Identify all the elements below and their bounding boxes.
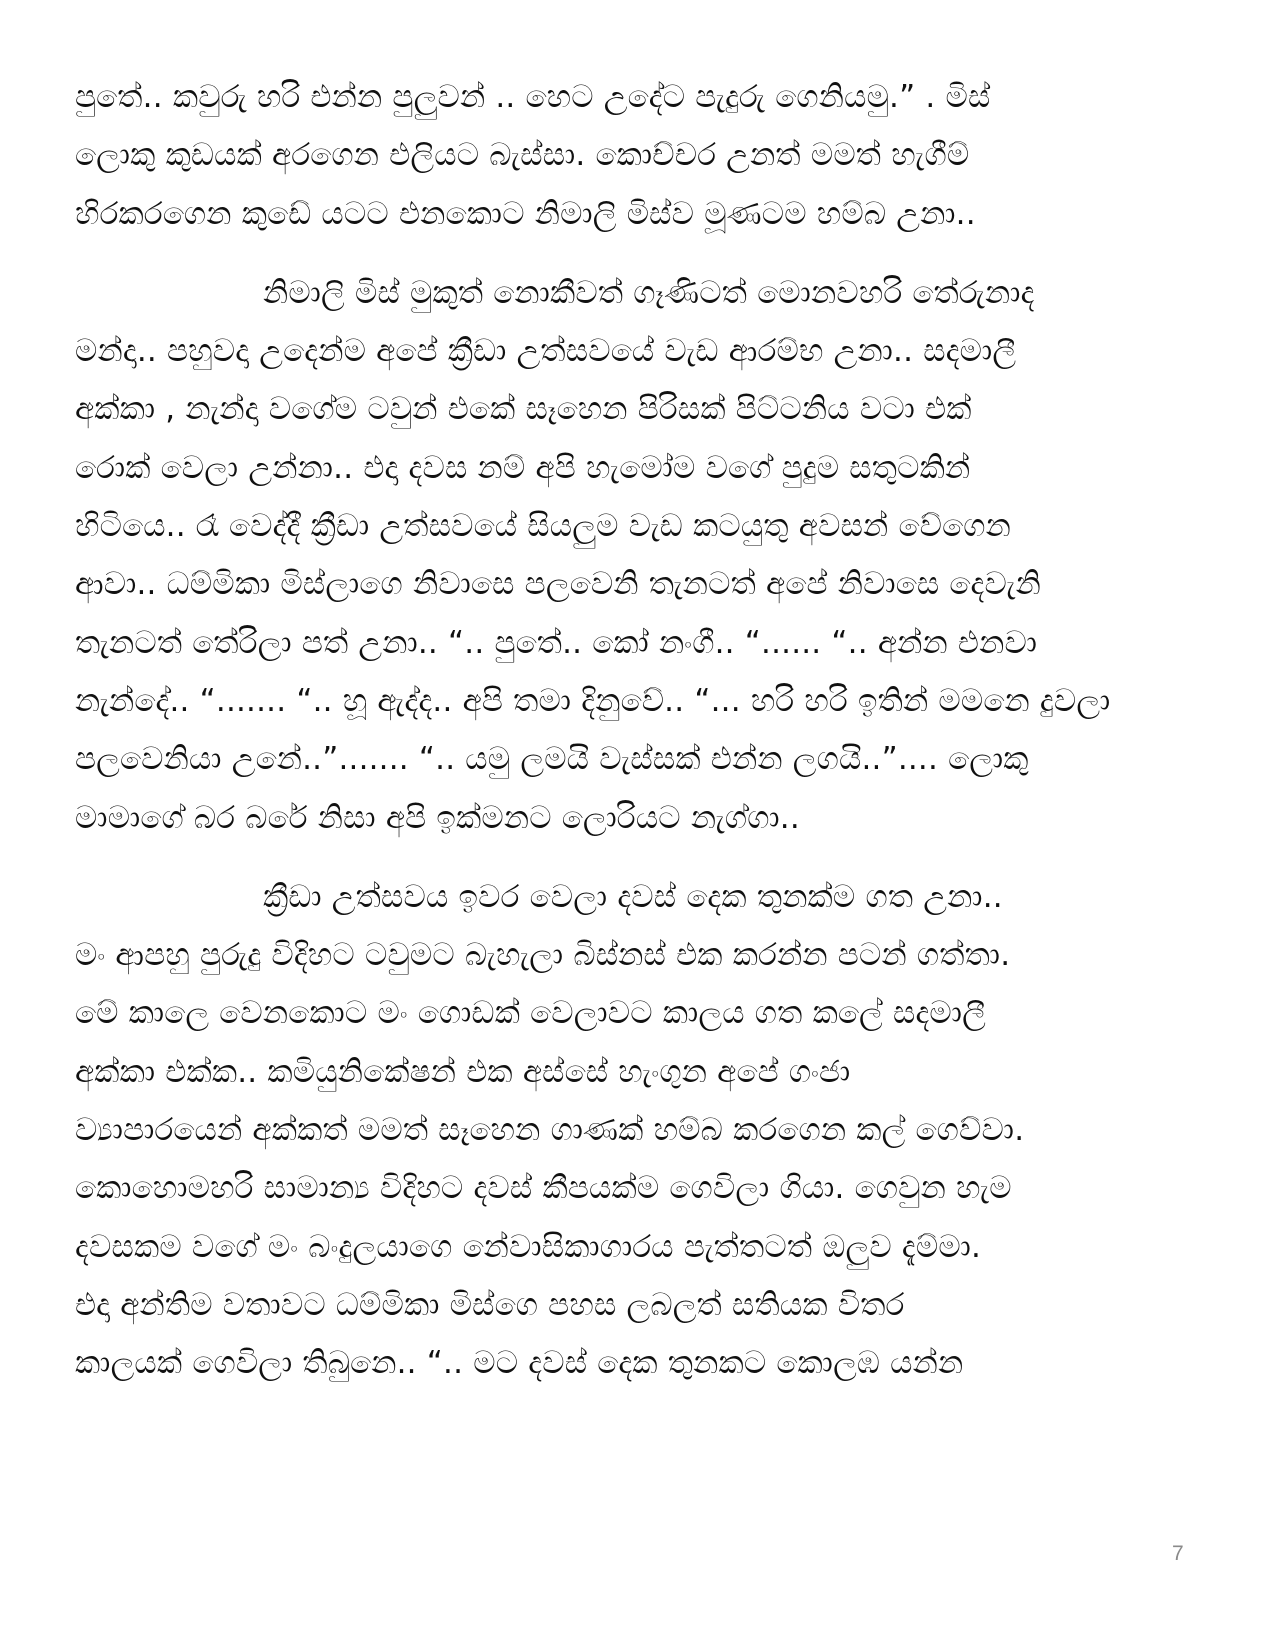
text-line: අක්කා , නැන්දා වගේම ටවුන් එකේ සෑහෙන පිරිසක් පිට්ටනිය වටා එක් xyxy=(75,391,972,428)
text-line: ක්‍රීඩා උත්සවය ඉවර වෙලා දවස් දෙක තුනක්ම ගත උනා.. xyxy=(263,878,1003,915)
page-number: 7 xyxy=(1172,1542,1184,1565)
text-line: තැනටත් තේරිලා පත් උනා.. “.. පුතේ.. කෝ නංගී.. “...... “.. අන්න එනවා xyxy=(75,624,1038,661)
text-line: මේ කාලෙ වෙනකොට මං ගොඩක් වෙලාවට කාලය ගත කලේ සදමාලී xyxy=(75,995,986,1032)
paragraph-spacer xyxy=(75,847,1195,868)
paragraph-3 xyxy=(75,868,1195,1393)
text-line: පුතේ.. කවුරු හරි එන්න පුලුවන් .. හෙට උදේට පැදුරු ගෙනියමු.” . මිස් xyxy=(75,79,991,115)
text-body xyxy=(75,68,1195,1393)
text-line: රොක් වෙලා උන්නා.. එදා දවස නම් අපි හැමෝම වගේ පුදුම සතුටකින් xyxy=(75,449,971,486)
text-line: හිරකරගෙන කුඩේ යටට එනකොට නිමාලි මිස්ව මූණටම හම්බ උනා.. xyxy=(75,195,976,232)
paragraph-2 xyxy=(75,264,1195,847)
text-line: දවසකම වගේ මං බංදුලයාගෙ නේවාසිකාගාරය පැත්තටත් ඔලුව දැම්මා. xyxy=(75,1228,982,1265)
text-line: මන්දා.. පහුවදා උදෙන්ම අපේ ක්‍රීඩා උත්සවයේ වැඩ ආරම්භ උනා.. සදමාලී xyxy=(75,333,1017,370)
text-line: ව්‍යාපාරයෙන් අක්කත් මමත් සෑහෙන ගාණක් හම්බ කරගෙන කල් ගෙව්වා. xyxy=(75,1112,1025,1149)
text-line: ආවා.. ධම්මිකා මිස්ලාගෙ නිවාසෙ පලවෙනි තැනටත් අපේ නිවාසෙ දෙවැනි xyxy=(75,566,1041,603)
text-line: හිටියෙ.. රෑ වෙද්දී ක්‍රීඩා උත්සවයේ සියලුම වැඩ කටයුතු අවසන් වේගෙන xyxy=(75,508,1011,545)
text-line: මං ආපහු පුරුදු විදිහට ටවුමට බැහැලා බිස්නස් එක කරන්න පටන් ගත්තා. xyxy=(75,937,1011,974)
text-line: නැන්දේ.. “....... “.. හූ ඇද්ද.. අපි තමා දිනුවේ.. “... හරි හරි ඉතින් මමනෙ දුවලා xyxy=(75,682,1111,719)
text-line: පලවෙනියා උනේ..”....... “.. යමු ලමයි වැස්සක් එන්න ලගයි..”.... ලොකු xyxy=(75,741,1029,778)
text-line: කාලයක් ගෙවිලා තිබුනෙ.. “.. මට දවස් දෙක තුනකට කොලඹ යන්න xyxy=(75,1345,964,1382)
text-line: අක්කා එක්ක.. කමියුනිකේෂන් එක අස්සේ හැංගුන අපේ ගංජා xyxy=(75,1053,851,1090)
text-line: නිමාලි මිස් මුකුත් නොකීවත් ගෑණිටත් මොනවහරි තේරුනාද xyxy=(263,274,1035,311)
text-line: මාමාගේ බර බරේ නිසා අපි ඉක්මනට ලොරියට නැග්ගා.. xyxy=(75,799,800,836)
text-line: ලොකු කුඩයක් අරගෙන එලියට බැස්සා. කොච්චර උනත් මමත් හැගීම් xyxy=(75,137,970,174)
paragraph-1 xyxy=(75,68,1195,243)
text-line: එදා අන්තිම වතාවට ධම්මිකා මිස්ගෙ පහස ලබලත් සතියක විතර xyxy=(75,1286,905,1323)
paragraph-spacer xyxy=(75,243,1195,264)
text-line: කොහොමහරි සාමාන්‍ය විදිහට දවස් කීපයක්ම ගෙවිලා ගියා. ගෙවුන හැම xyxy=(75,1170,1012,1207)
